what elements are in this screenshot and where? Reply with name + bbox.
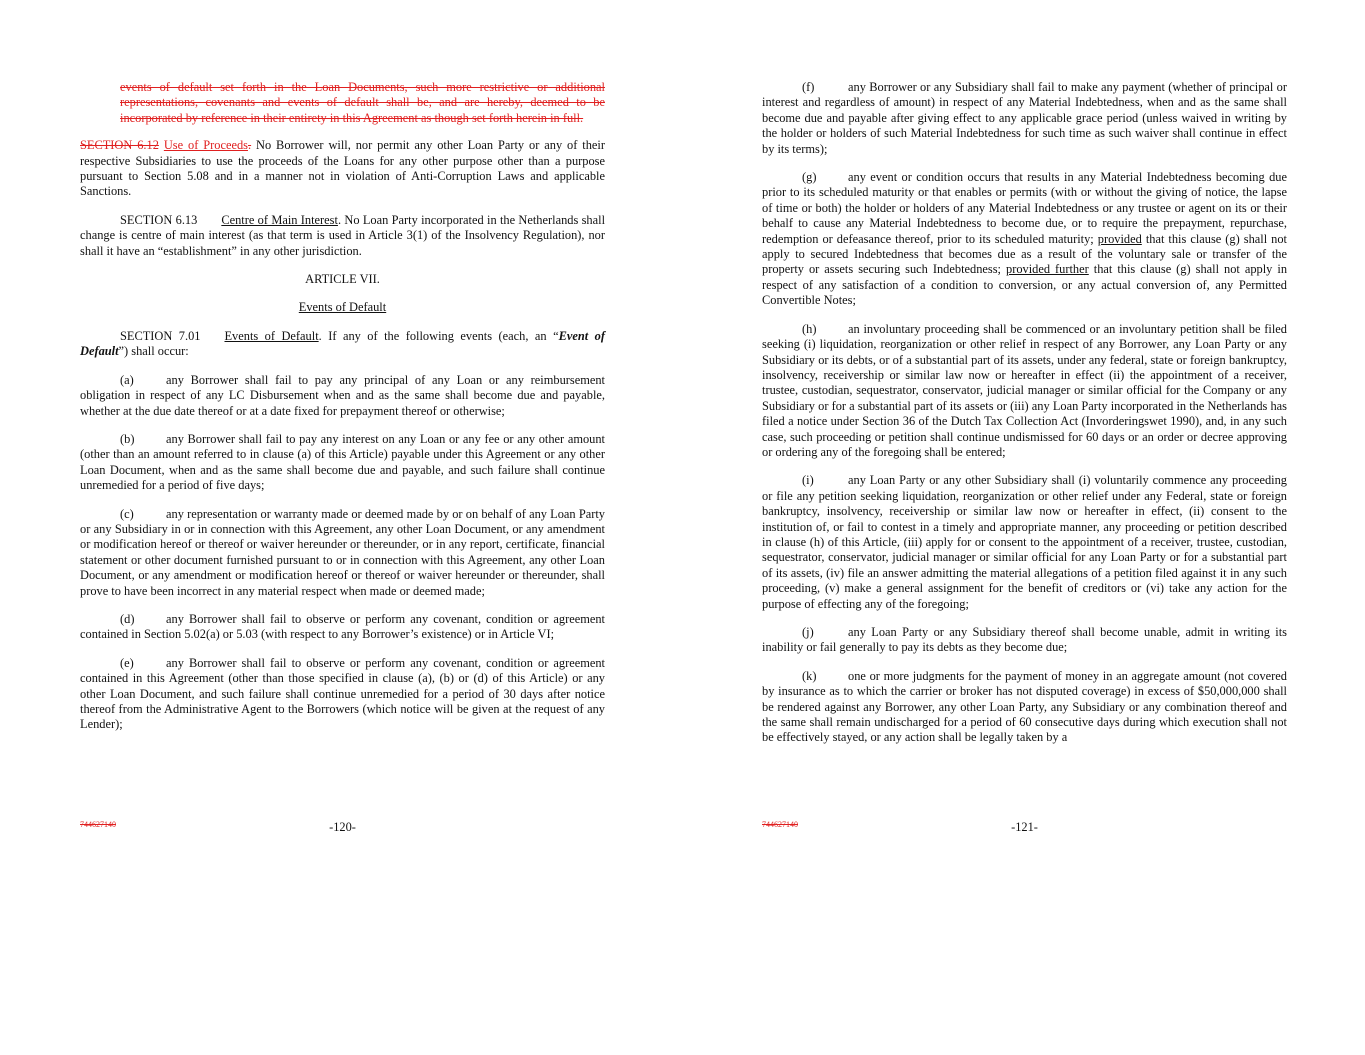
section-7-01 bbox=[80, 329, 605, 360]
clause-text: any Loan Party or any Subsidiary thereof shall become unable, admit in writing its inability or fail generally to pay its debts as they become due; bbox=[762, 625, 1287, 655]
clause-h bbox=[762, 322, 1287, 461]
footer-left bbox=[80, 818, 605, 838]
section-6-13-title: Centre of Main Interest bbox=[221, 212, 338, 227]
document-page-121 bbox=[762, 80, 1287, 746]
clause-label: (g) bbox=[802, 170, 817, 185]
clause-a bbox=[80, 373, 605, 419]
section-6-12-title: Use of Proceeds bbox=[163, 138, 248, 153]
clause-b bbox=[80, 432, 605, 494]
doc-number: 744627140 bbox=[762, 820, 798, 829]
clause-c bbox=[80, 507, 605, 599]
clause-text: any Borrower shall fail to observe or perform any covenant, condition or agreement contained in this Agreement (other than those specified in clause (a), (b) or (d) of this Article) or any other Loan Document, and such failure shall continue unremedied for a period of 30 days after notice thereof from the Administrative Agent to the Borrowers (which notice will be given at the request of any Lender); bbox=[80, 655, 605, 732]
clause-j bbox=[762, 625, 1287, 656]
article-heading: ARTICLE VII. bbox=[305, 272, 380, 287]
section-6-12-period: . bbox=[247, 138, 252, 153]
doc-number: 744627140 bbox=[80, 820, 116, 829]
clause-label: (j) bbox=[802, 625, 814, 639]
clause-label: (c) bbox=[120, 506, 134, 521]
clause-text: any Borrower shall fail to observe or perform any covenant, condition or agreement contained in Section 5.02(a) or 5.03 (with respect to any Borrower’s existence) or in Article VI; bbox=[80, 611, 605, 642]
clause-label: (h) bbox=[802, 321, 817, 336]
clause-label: (b) bbox=[120, 431, 135, 446]
clause-g bbox=[762, 170, 1287, 309]
section-6-12 bbox=[80, 138, 605, 200]
deleted-paragraph: events of default set forth in the Loan Documents, such more restrictive or additional representations, covenants and events of default shall be, and are hereby, deemed to be incorporated by reference in their entirety in this Agreement as though set forth herein in full. bbox=[120, 80, 605, 125]
section-7-01-body-pre: . If any of the following events (each, an “ bbox=[318, 328, 559, 343]
clause-text: one or more judgments for the payment of money in an aggregate amount (not covered by insurance as to which the carrier or broker has not disputed coverage) in excess of $50,000,000 shall be rendered against any Borrower, any other Loan Party, any Subsidiary or any combination thereof and the same shall remain undischarged for a period of 60 consecutive days during which execution shall not be effectively stayed, or any action shall be legally taken by a bbox=[762, 668, 1287, 745]
clause-label: (f) bbox=[802, 80, 815, 94]
section-6-13-number: SECTION 6.13 bbox=[120, 212, 198, 227]
clause-text: that this clause (g) shall not apply in respect of any satisfaction of a condition to conversion, or any actual conversion of, any Permitted Convertible Notes; bbox=[762, 262, 1288, 308]
clause-label: (k) bbox=[802, 668, 817, 683]
footer-right bbox=[762, 818, 1287, 838]
clause-text: any Borrower shall fail to pay any interest on any Loan or any fee or any other amount (other than an amount referred to in clause (a) of this Article) payable under this Agreement or any other Loan Document, when and as the same shall become due and payable, and such failure shall continue unremedied for a period of five days; bbox=[80, 431, 605, 493]
article-title-text: Events of Default bbox=[298, 300, 387, 315]
section-7-01-number: SECTION 7.01 bbox=[120, 328, 201, 343]
clause-text: any Loan Party or any other Subsidiary shall (i) voluntarily commence any proceeding or file any petition seeking liquidation, reorganization or other relief under any Federal, state or foreign bankruptcy, insolvency, receivership or similar law now or hereafter in effect, (ii) consent to the institution of, or fail to contest in a timely and appropriate manner, any proceeding or petition described in clause (h) of this Article, (iii) apply for or consent to the appointment of a receiver, trustee, custodian, sequestrator, conservator, judicial manager or similar official for any Loan Party or for a substantial part of its assets, (iv) file an answer admitting the material allegations of a petition filed against it in any such proceeding, (v) make a general assignment for the benefit of creditors or (vi) take any action for the purpose of effecting any of the foregoing; bbox=[762, 473, 1287, 611]
clause-i bbox=[762, 473, 1287, 612]
page-number: -121- bbox=[1011, 820, 1038, 834]
clause-label: (a) bbox=[120, 372, 134, 387]
section-6-12-number: SECTION 6.12 bbox=[80, 138, 159, 153]
page-number: -120- bbox=[329, 820, 356, 834]
clause-text: any representation or warranty made or deemed made by or on behalf of any Loan Party or any Subsidiary in or in connection with this Agreement, any other Loan Document, or any amendment or modification hereof or thereof or waiver hereunder or thereunder, or in any report, certificate, financial statement or other document furnished pursuant to or in connection with this Agreement, any other Loan Document, or any amendment or modification hereof or thereof or waiver hereunder or thereunder, shall prove to have been incorrect in any material respect when made or deemed made; bbox=[80, 506, 605, 598]
clause-text: any Borrower shall fail to pay any principal of any Loan or any reimbursement obligation in respect of any LC Disbursement when and as the same shall become due and payable, whether at the due date thereof or at a date fixed for prepayment thereof or otherwise; bbox=[80, 372, 605, 418]
section-6-12-body: No Borrower will, nor permit any other Loan Party or any of their respective Subsidiaries to use the proceeds of the Loans for any other purpose other than a purpose pursuant to Section 5.08 and in a manner not in violation of Anti-Corruption Laws and applicable Sanctions. bbox=[80, 138, 605, 199]
section-7-01-body-post: ”) shall occur: bbox=[118, 344, 189, 359]
section-6-13 bbox=[80, 213, 605, 259]
defined-term: Event of Default bbox=[80, 328, 605, 359]
clause-text: that this clause (g) shall not apply to secured Indebtedness that becomes due as a result of the voluntary sale or transfer of the property or assets securing such Indebtedness; bbox=[762, 231, 1287, 277]
clause-label: (e) bbox=[120, 655, 134, 670]
clause-text: any Borrower or any Subsidiary shall fail to make any payment (whether of principal or interest and regardless of amount) in respect of any Material Indebtedness, when and as the same shall become due and payable after giving effect to any applicable grace period (unless waived in writing by the holder or holders of such Material Indebtedness for such time as such waiver shall continue in effect by its terms); bbox=[762, 80, 1287, 156]
clause-text: any event or condition occurs that results in any Material Indebtedness becoming due prior to its scheduled maturity or that enables or permits (with or without the giving of notice, the lapse of time or both) the holder or holders of any Material Indebtedness or any trustee or agent on its or their behalf to cause any Material Indebtedness to become due, or to require the prepayment, repurchase, redemption or defeasance thereof, prior to its scheduled maturity; bbox=[762, 170, 1287, 246]
clause-label: (i) bbox=[802, 473, 814, 488]
document-page-120 bbox=[80, 80, 605, 733]
section-7-01-title: Events of Default bbox=[224, 328, 319, 343]
article-title bbox=[80, 300, 605, 315]
clause-e bbox=[80, 656, 605, 733]
clause-k bbox=[762, 669, 1287, 746]
clause-label: (d) bbox=[120, 611, 135, 626]
proviso-term: provided further bbox=[1006, 262, 1089, 277]
section-6-13-body: . No Loan Party incorporated in the Netherlands shall change is centre of main interest (as that term is used in Article 3(1) of the Insolvency Regulation), nor shall it have an “establishment” in any other jurisdiction. bbox=[80, 212, 606, 258]
clause-f bbox=[762, 80, 1287, 157]
clause-d bbox=[80, 612, 605, 643]
proviso-term: provided bbox=[1097, 231, 1142, 246]
clause-text: an involuntary proceeding shall be commenced or an involuntary petition shall be filed seeking (i) liquidation, reorganization or other relief in respect of any Borrower, any Loan Party or any Subsidiary or its debts, or of a substantial part of its assets, under any federal, state or foreign bankruptcy, insolvency, receivership or similar law now or hereafter in effect (ii) the appointment of a receiver, trustee, custodian, sequestrator, conservator, judicial manager or similar official for the Company or any Subsidiary or for a substantial part of its assets or (iii) any Loan Party incorporated in the Netherlands has filed a notice under Section 36 of the Dutch Tax Collection Act (Invorderingswet 1990), and, in any such case, such proceeding or petition shall continue undismissed for 60 days or an order or decree approving or ordering any of the foregoing shall be entered; bbox=[762, 321, 1287, 459]
